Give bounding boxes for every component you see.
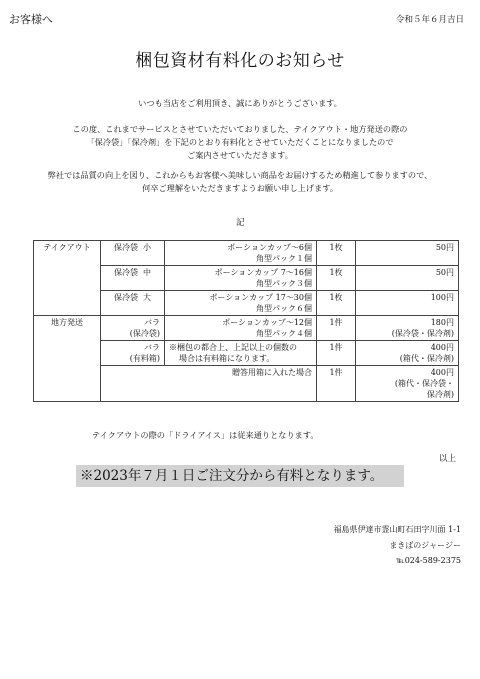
item-content: 贈答用箱に入れた場合 xyxy=(165,366,317,402)
apology-line-2: 何卒ご理解をいただきますようお願い申し上げます。 xyxy=(142,183,338,193)
item-price: 50円 xyxy=(356,241,459,266)
closing-ijou: 以上 xyxy=(438,454,456,464)
item-content: ポーションカップ〜6個 角型パック１個 xyxy=(165,241,317,266)
issue-date: 令和５年６月吉日 xyxy=(395,15,464,25)
shop-address: 福島県伊達市霊山町石田字川面 1-1 xyxy=(333,525,461,534)
table-row xyxy=(34,316,459,341)
table-row xyxy=(34,241,459,266)
item-type xyxy=(101,366,165,402)
item-price: 50円 xyxy=(356,266,459,291)
item-type: 保冷袋 中 xyxy=(101,266,165,291)
effective-date-notice: ※2023年７月１日ご注文分から有料となります。 xyxy=(76,465,404,487)
item-type: 保冷袋 小 xyxy=(101,241,165,266)
notice-line-2: 「保冷袋」「保冷剤」を下記のとおり有料化とさせていただくことになりましたので xyxy=(86,137,394,147)
item-type: 保冷袋 大 xyxy=(101,291,165,316)
category-takeout: テイクアウト xyxy=(34,241,101,316)
page-title: 梱包資材有料化のお知らせ xyxy=(135,51,345,71)
item-type: バラ (有料箱) xyxy=(101,341,165,366)
item-qty: 1枚 xyxy=(317,241,356,266)
item-price: 100円 xyxy=(356,291,459,316)
item-type: バラ (保冷袋) xyxy=(101,316,165,341)
notice-paragraph xyxy=(0,123,480,162)
greeting-line: いつも当店をご利用頂き、誠にありがとうございます。 xyxy=(138,98,342,108)
item-content: ※梱包の都合上、上記以上の個数の 場合は有料箱になります。 xyxy=(165,341,317,366)
item-price: 400円 (箱代・保冷袋・ 保冷剤) xyxy=(356,366,459,402)
item-content: ポーションカップ〜12個 角型パック４個 xyxy=(165,316,317,341)
apology-line-1: 弊社では品質の向上を図り、これからもお客様へ美味しい商品をお届けするため精進して参りますので、 xyxy=(47,170,433,180)
item-qty: 1枚 xyxy=(317,291,356,316)
item-qty: 1件 xyxy=(317,341,356,366)
salutation: お客様へ xyxy=(9,13,53,26)
notice-line-3: ご案内させていただきます。 xyxy=(187,150,293,160)
item-content: ポーションカップ 17〜30個 角型パック６個 xyxy=(165,291,317,316)
item-qty: 1枚 xyxy=(317,266,356,291)
category-shipping: 地方発送 xyxy=(34,316,101,402)
notice-line-1: この度、これまでサービスとさせていただいておりました、テイクアウト・地方発送の際の xyxy=(72,124,408,134)
apology-paragraph xyxy=(0,169,480,195)
fee-table xyxy=(33,240,459,402)
item-qty: 1件 xyxy=(317,366,356,402)
item-price: 400円 (箱代・保冷剤) xyxy=(356,341,459,366)
shop-tel: ℡024-589-2375 xyxy=(396,556,461,565)
ki-heading: 記 xyxy=(236,218,245,228)
item-content: ポーションカップ 7〜16個 角型パック３個 xyxy=(165,266,317,291)
item-qty: 1件 xyxy=(317,316,356,341)
shop-name: まきばのジャージー xyxy=(389,541,461,550)
item-price: 180円 (保冷袋・保冷剤) xyxy=(356,316,459,341)
dry-ice-note: テイクアウトの際の「ドライアイス」は従来通りとなります。 xyxy=(92,430,319,440)
